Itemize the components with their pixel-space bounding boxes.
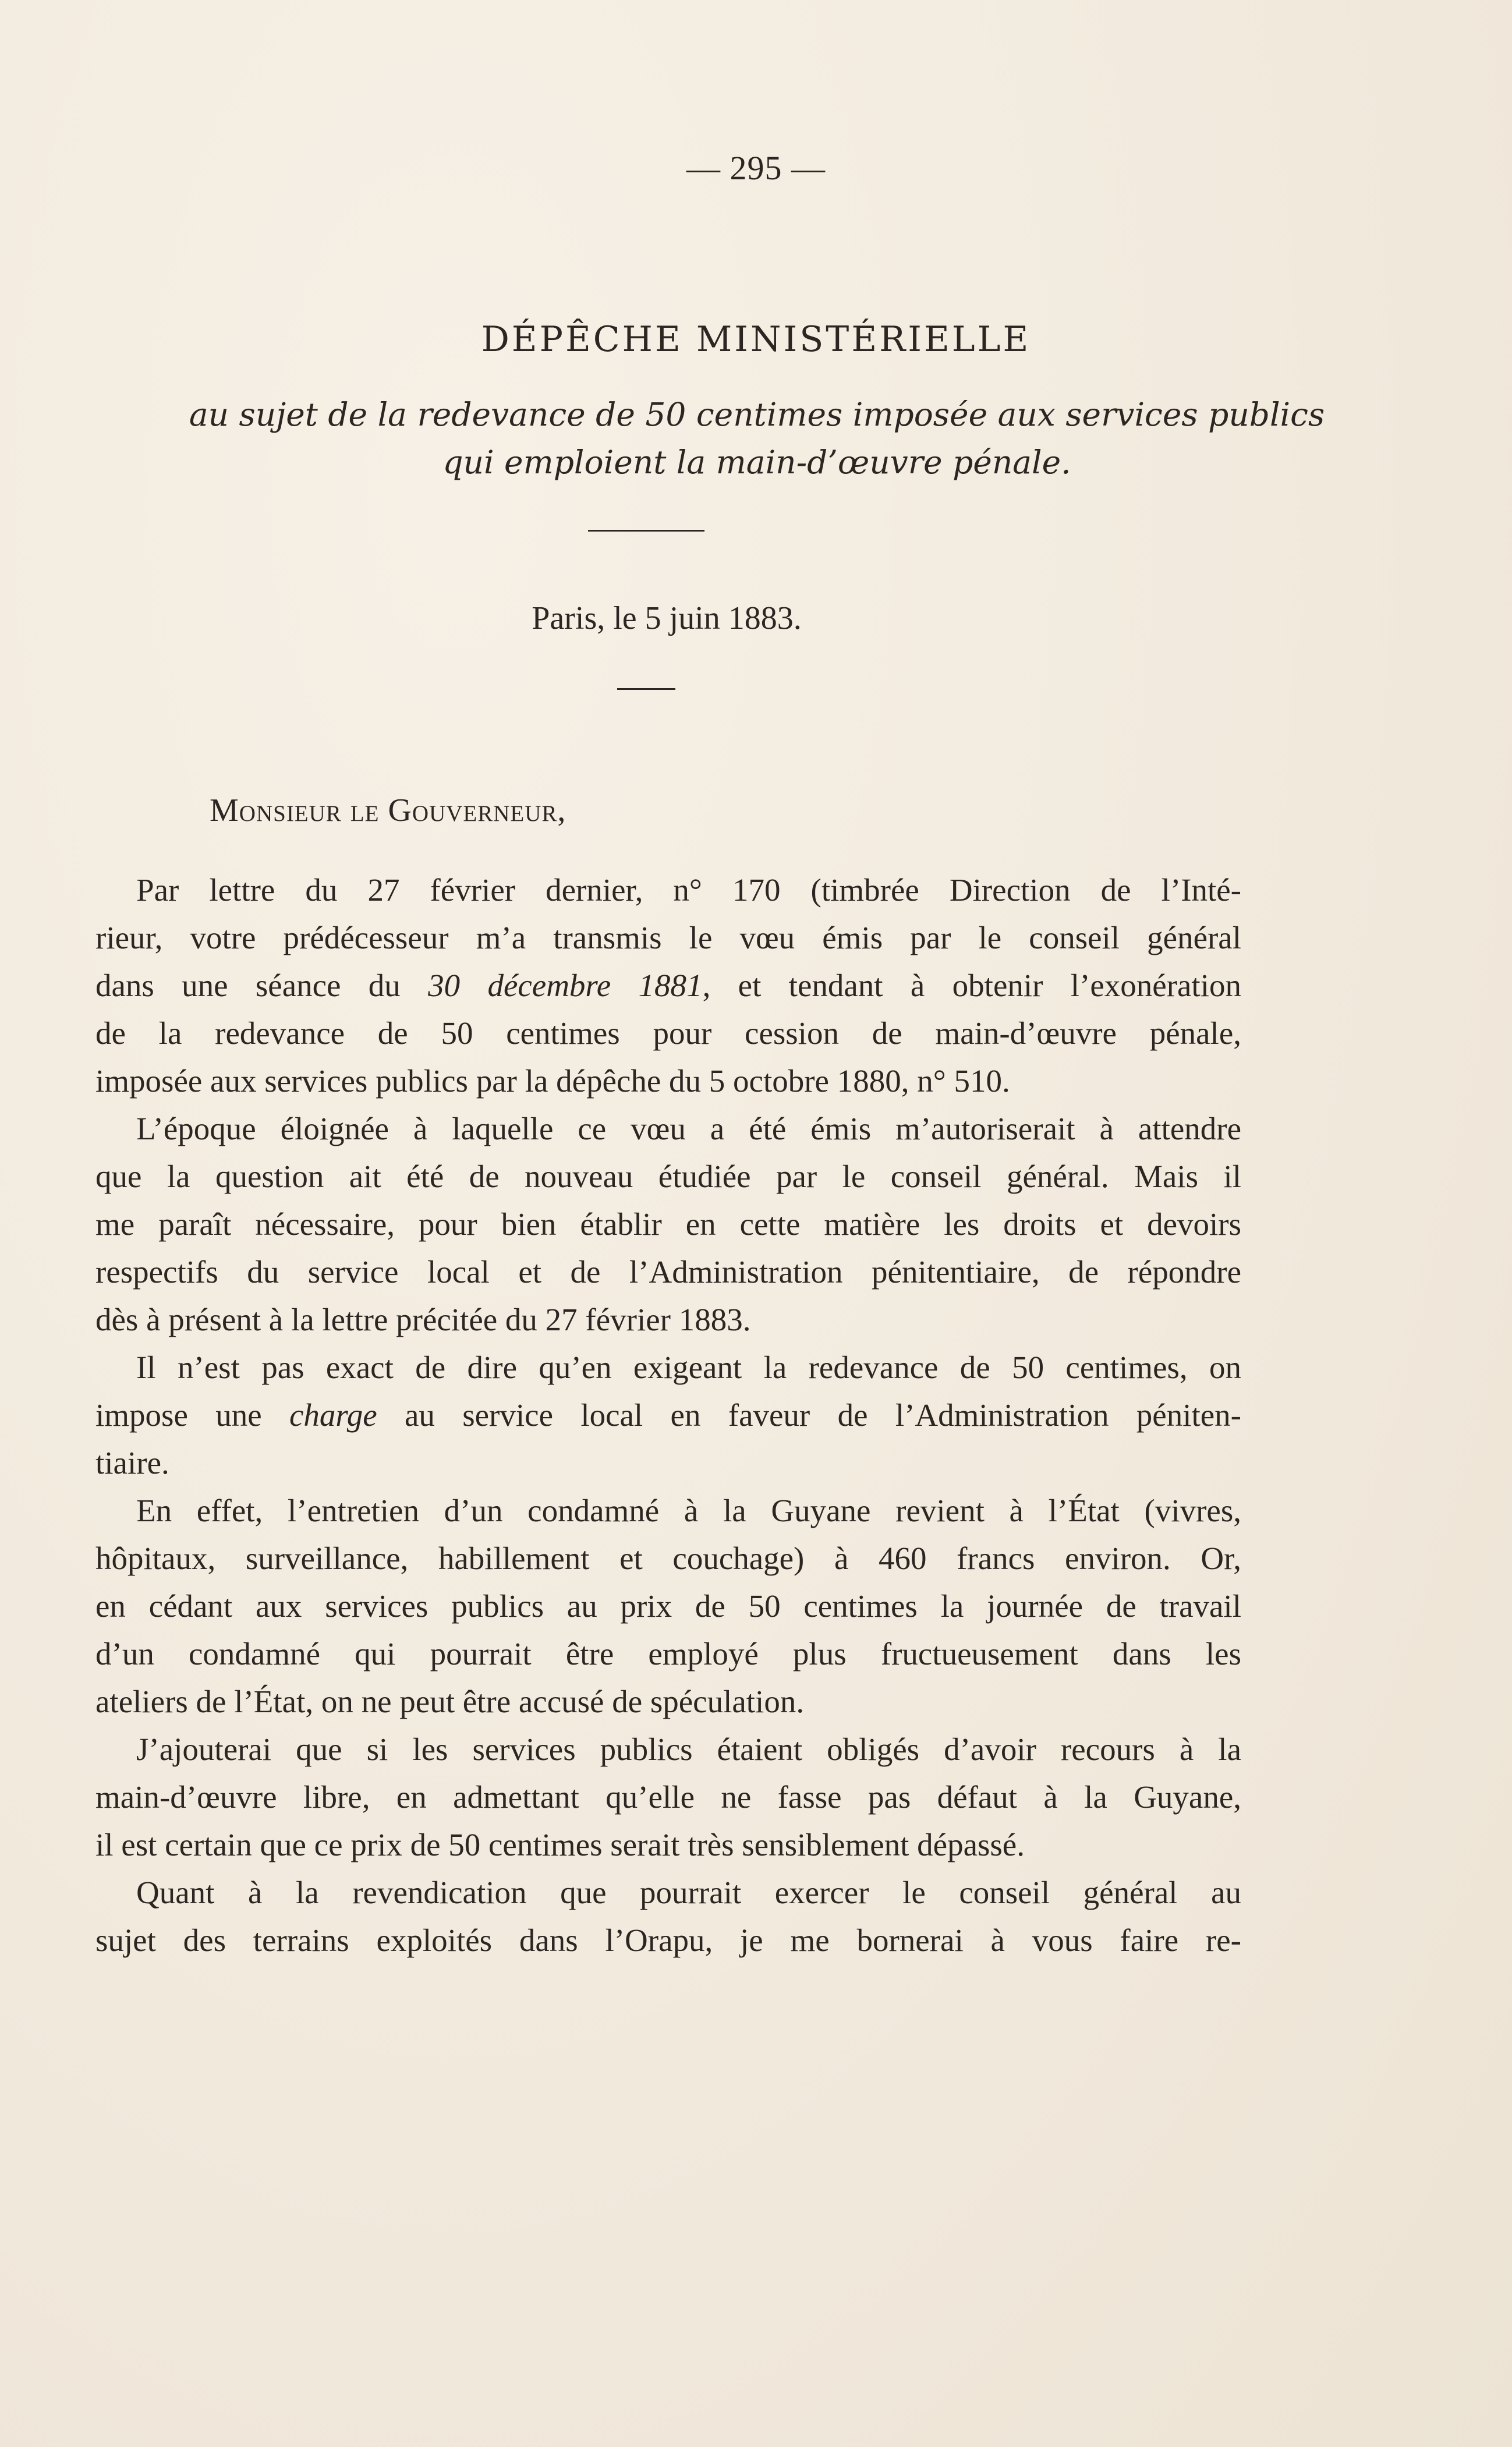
- title-divider: [588, 530, 704, 532]
- paragraph-1-date-italic: 30 décembre 1881: [428, 968, 703, 1003]
- dateline: Paris, le 5 juin 1883.: [532, 600, 802, 636]
- paragraph-4-line-3: en cédant aux services publics au prix de 50 centimes la journée de travail: [95, 1588, 1241, 1624]
- paragraph-2-line-3: me paraît nécessaire, pour bien établir en cette matière les droits et devoirs: [95, 1206, 1241, 1242]
- paragraph-1-line-2: rieur, votre prédécesseur m’a transmis le vœu émis par le conseil général: [95, 920, 1241, 955]
- salutation-comma: ,: [557, 792, 566, 828]
- paragraph-3-line-2-a: impose une: [95, 1397, 289, 1433]
- document-title: DÉPÊCHE MINISTÉRIELLE: [481, 319, 1031, 360]
- document-subtitle-line-1: au sujet de la redevance de 50 centimes imposée aux services publics: [189, 396, 1325, 433]
- document-subtitle-line-2: qui emploient la main-d’œuvre pénale.: [442, 444, 1071, 481]
- paragraph-1-line-5: imposée aux services publics par la dépêche du 5 octobre 1880, n° 510.: [95, 1063, 1010, 1099]
- paragraph-3-line-3: tiaire.: [95, 1445, 169, 1481]
- paragraph-1-line-1: Par lettre du 27 février dernier, n° 170 (timbrée Direction de l’Inté-: [136, 872, 1241, 908]
- salutation-g: G: [388, 792, 412, 828]
- salutation-monsieur-le: onsieur le: [239, 792, 388, 828]
- paragraph-1-line-3-c: , et tendant à obtenir l’exonération: [702, 968, 1241, 1003]
- paragraph-5-line-2: main-d’œuvre libre, en admettant qu’elle ne fasse pas défaut à la Guyane,: [95, 1779, 1241, 1815]
- paragraph-5-line-1: J’ajouterai que si les services publics étaient obligés d’avoir recours à la: [136, 1731, 1241, 1767]
- paragraph-3-line-1: Il n’est pas exact de dire qu’en exigeant la redevance de 50 centimes, on: [136, 1350, 1241, 1385]
- paragraph-5-line-3: il est certain que ce prix de 50 centimes serait très sensiblement dépassé.: [95, 1827, 1025, 1862]
- paragraph-4-line-5: ateliers de l’État, on ne peut être accusé de spéculation.: [95, 1684, 805, 1719]
- salutation-m: M: [210, 792, 239, 828]
- paragraph-4-line-1: En effet, l’entretien d’un condamné à la Guyane revient à l’État (vivres,: [136, 1493, 1241, 1528]
- paragraph-3-charge-italic: charge: [289, 1397, 377, 1433]
- paragraph-2-line-1: L’époque éloignée à laquelle ce vœu a été émis m’autoriserait à attendre: [136, 1111, 1241, 1146]
- paragraph-2-line-5: dès à présent à la lettre précitée du 27 février 1883.: [95, 1302, 751, 1337]
- paragraph-3-line-2: [95, 1391, 1241, 1439]
- salutation-gouverneur: ouverneur: [412, 792, 558, 828]
- paragraph-1-line-3-a: dans une séance du: [95, 968, 429, 1003]
- paragraph-2-line-4: respectifs du service local et de l’Administration pénitentiaire, de répondre: [95, 1254, 1241, 1290]
- paragraph-1-line-3: [95, 962, 1241, 1010]
- paragraph-1-line-4: de la redevance de 50 centimes pour cession de main-d’œuvre pénale,: [95, 1015, 1241, 1051]
- dateline-divider: [617, 688, 675, 690]
- paragraph-3-line-2-c: au service local en faveur de l’Administration péniten-: [377, 1397, 1241, 1433]
- page-number: — 295 —: [686, 149, 826, 187]
- letter-body: [95, 866, 1241, 1964]
- paragraph-4-line-4: d’un condamné qui pourrait être employé plus fructueusement dans les: [95, 1636, 1241, 1672]
- paragraph-6-line-1: Quant à la revendication que pourrait exercer le conseil général au: [136, 1875, 1241, 1910]
- paragraph-6-line-2: sujet des terrains exploités dans l’Orapu, je me bornerai à vous faire re-: [95, 1922, 1241, 1958]
- paragraph-2-line-2: que la question ait été de nouveau étudiée par le conseil général. Mais il: [95, 1159, 1241, 1194]
- salutation: [210, 792, 566, 829]
- paragraph-4-line-2: hôpitaux, surveillance, habillement et couchage) à 460 francs environ. Or,: [95, 1541, 1241, 1576]
